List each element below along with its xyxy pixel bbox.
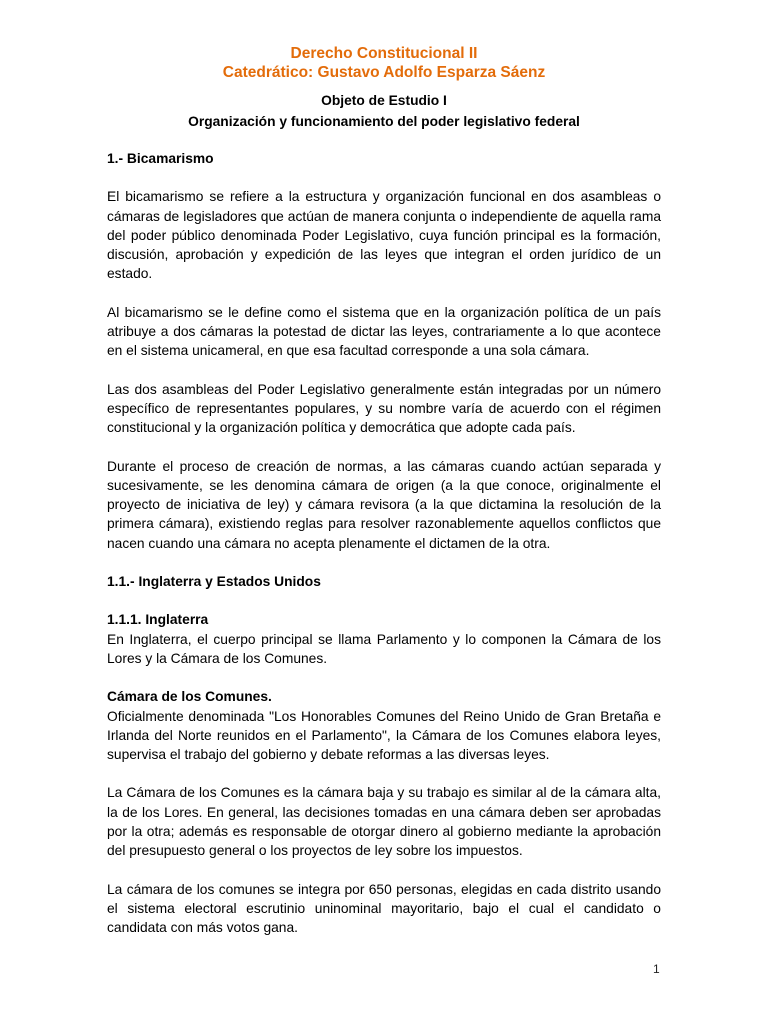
subsection-heading-inglaterra: 1.1.1. Inglaterra	[107, 612, 209, 628]
study-object-topic: Organización y funcionamiento del poder legislativo federal	[188, 114, 580, 129]
document-title	[0, 44, 768, 82]
course-title: Derecho Constitucional II	[290, 45, 478, 62]
paragraph-parlamento: En Inglaterra, el cuerpo principal se llama Parlamento y lo componen la Cámara de los Lores y la Cámara de los Comunes.	[107, 631, 661, 666]
paragraph-asambleas: Las dos asambleas del Poder Legislativo generalmente están integradas por un número específico de representantes populares, y su nombre varía de acuerdo con el régimen constitucional y la organización política y democrática que adopte cada país.	[107, 381, 661, 436]
professor-title: Catedrático: Gustavo Adolfo Esparza Sáenz	[222, 64, 546, 81]
paragraph-comunes-integracion: La cámara de los comunes se integra por 650 personas, elegidas en cada distrito usando el sistema electoral escrutinio uninominal mayoritario, bajo el cual el candidato o candidata con más votos gana.	[107, 881, 661, 936]
study-object-title: Objeto de Estudio I	[321, 93, 447, 108]
paragraph-proceso-normas: Durante el proceso de creación de normas, a las cámaras cuando actúan separada y sucesivamente, se les denomina cámara de origen (a la que conoce, originalmente el proyecto de iniciativa de ley) y cámara revisora (a la que dictamina la resolución de la primera cámara), existiendo reglas para resolver razonablemente aquellos conflictos que nacen cuando una cámara no acepta plenamente el dictamen de la otra.	[107, 458, 661, 551]
paragraph-bicamarismo-definition: El bicamarismo se refiere a la estructura y organización funcional en dos asambleas o cámaras de legisladores que actúan de manera conjunta o independiente de aquella rama del poder público denominada Poder Legislativo, cuya función principal es la formación, discusión, aprobación y expedición de las leyes que integran el orden jurídico de un estado.	[107, 189, 661, 282]
document-body	[107, 149, 661, 938]
document-subtitle	[0, 90, 768, 132]
subsection-heading-comunes: Cámara de los Comunes.	[107, 689, 272, 705]
paragraph-comunes-oficial: Oficialmente denominada "Los Honorables Comunes del Reino Unido de Gran Bretaña e Irlanda del Norte reunidos en el Parlamento", la Cámara de los Comunes elabora leyes, supervisa el trabajo del gobierno y debate reformas a las diversas leyes.	[107, 708, 661, 763]
paragraph-bicamarismo-system: Al bicamarismo se le define como el sistema que en la organización política de un país atribuye a dos cámaras la potestad de dictar las leyes, contrariamente a lo que acontece en el sistema unicameral, en que esa facultad corresponde a una sola cámara.	[107, 304, 661, 359]
section-heading-bicamarismo: 1.- Bicamarismo	[107, 151, 214, 166]
section-heading-inglaterra-eeuu: 1.1.- Inglaterra y Estados Unidos	[107, 574, 321, 590]
paragraph-comunes-camara-baja: La Cámara de los Comunes es la cámara baja y su trabajo es similar al de la cámara alta, la de los Lores. En general, las decisiones tomadas en una cámara deben ser aprobadas por la otra; además es responsable de otorgar dinero al gobierno mediante la aprobación del presupuesto general o los proyectos de ley sobre los impuestos.	[107, 785, 661, 859]
page-number: 1	[653, 962, 660, 976]
